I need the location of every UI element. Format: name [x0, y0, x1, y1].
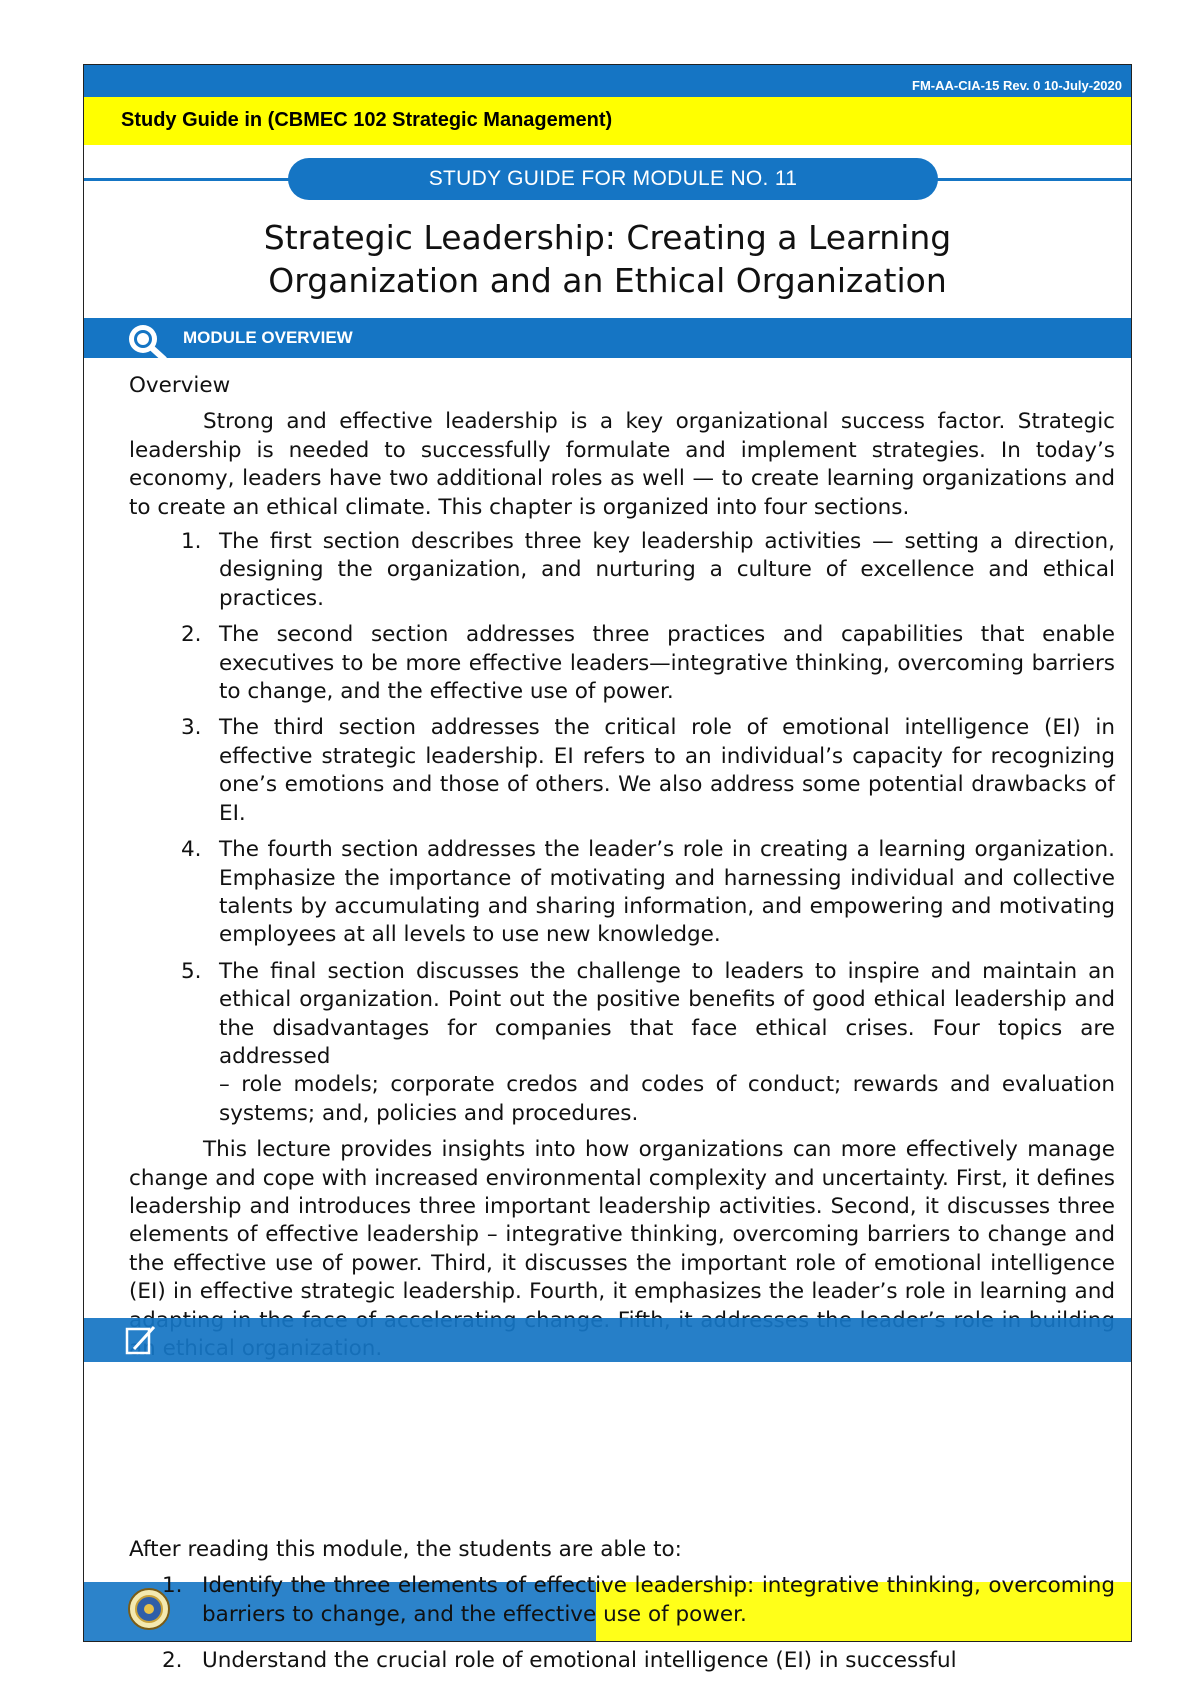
list-item: 3. The third section addresses the critical role of emotional intelligence (EI) in effective strategic leadership. EI refers to an individual’s capacity for recognizing one’s emotions and those of others. We also address some potential drawbacks of EI.: [181, 715, 1115, 826]
module-overview-label: MODULE OVERVIEW: [183, 328, 353, 347]
module-title: [84, 216, 1131, 302]
list-item: 1. Identify the three elements of effective leadership: integrative thinking, overcoming barriers to change, and the effective use of power.: [162, 1573, 1115, 1627]
overview-intro: Strong and effective leadership is a key organizational success factor. Strategic leadership is needed to successfully formulate and implement strategies. In today’s economy, leaders have two additional roles as well — to create learning organizations and to create an ethical climate. This chapter is organized into four sections.: [129, 409, 1115, 520]
objectives-intro: After reading this module, the students are able to:: [129, 1537, 682, 1562]
magnifier-icon: [124, 321, 172, 361]
study-guide-title: Study Guide in (CBMEC 102 Strategic Management): [121, 109, 613, 131]
pill-rule-left: [84, 178, 290, 181]
list-item: 2. The second section addresses three practices and capabilities that enable executives to be more effective leaders—integrative thinking, overcoming barriers to change, and the effective use of power.: [181, 622, 1115, 705]
pencil-icon: [124, 1325, 160, 1357]
module-title-line-2: Organization and an Ethical Organization: [268, 261, 947, 300]
section-overlay-bar: [84, 1318, 1131, 1362]
module-number-pill: STUDY GUIDE FOR MODULE NO. 11: [288, 158, 938, 200]
list-item: 2. Understand the crucial role of emotional intelligence (EI) in successful: [162, 1648, 957, 1674]
overview-heading: Overview: [129, 373, 231, 398]
overview-body: [129, 372, 1115, 1363]
pill-rule-right: [936, 178, 1131, 181]
lecture-paragraph: This lecture provides insights into how organizations can more effectively manage change and cope with increased environmental complexity and uncertainty. First, it defines leadership and introduces three important leadership activities. Second, it discusses three elements of effective leadership – integrative thinking, overcoming barriers to change and the effective use of power. Third, it discusses the important role of emotional intelligence (EI) in effective strategic leadership. Fourth, it emphasizes the leader’s role in learning and: [129, 1137, 1115, 1305]
list-item: 4. The fourth section addresses the leader’s role in creating a learning organization. Emphasize the importance of motivating and harnessing individual and collective talents by accumulating and sharing information, and empowering and motivating employees at all levels to use new knowledge.: [181, 837, 1115, 948]
module-title-line-1: Strategic Leadership: Creating a Learning: [263, 218, 952, 257]
objectives-list: [129, 1572, 1115, 1675]
overview-list: [129, 528, 1115, 1128]
list-item: 1. The first section describes three key leadership activities — setting a direction, designing the organization, and nurturing a culture of excellence and ethical practices.: [181, 529, 1115, 611]
form-code: FM-AA-CIA-15 Rev. 0 10-July-2020: [912, 78, 1122, 93]
objectives-section: [129, 1536, 1115, 1694]
list-item: 5. The final section discusses the challenge to leaders to inspire and maintain an ethical organization. Point out the positive benefits of good ethical leadership and the disadvantages for companies that face ethical crises. Four topics are addressed – role models; corporate credos and codes of conduct; rewards and evaluation systems; and, policies and procedures.: [181, 958, 1115, 1126]
